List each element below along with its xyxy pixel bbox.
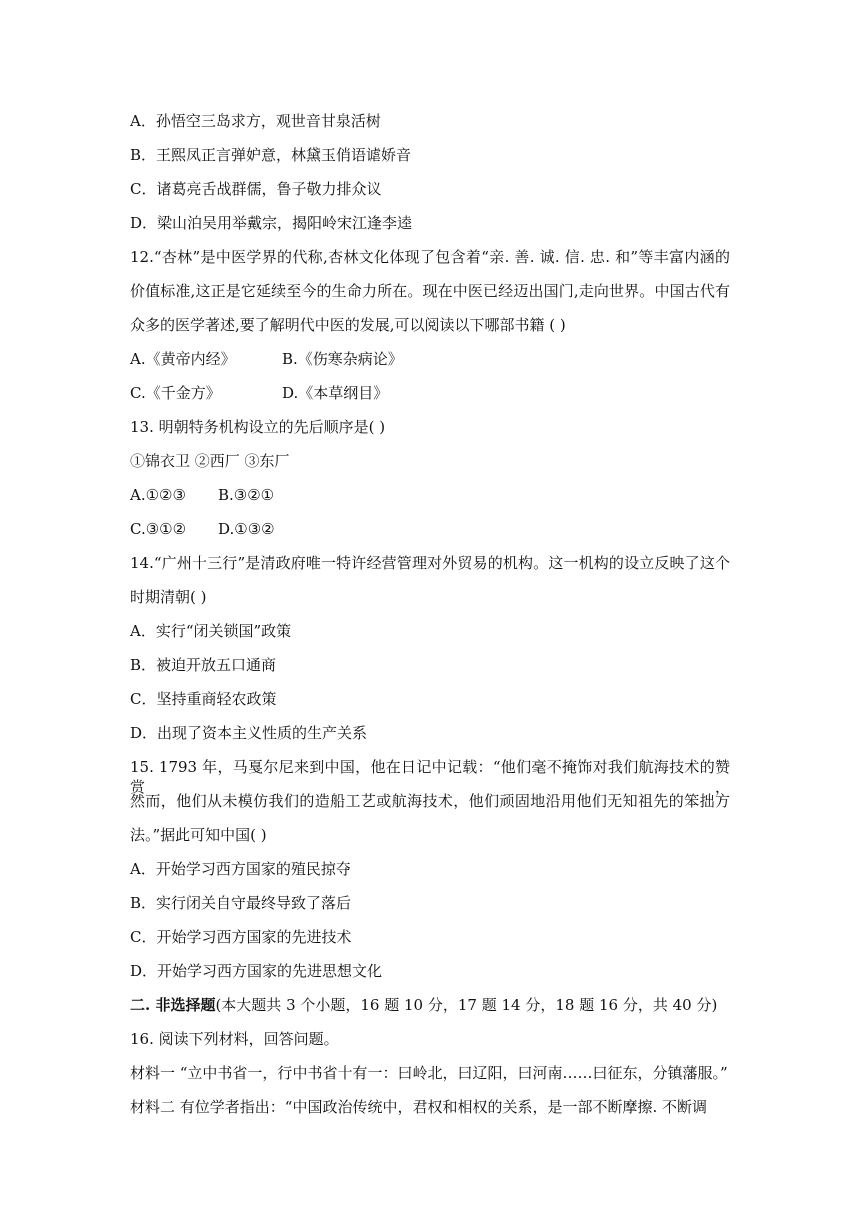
- q15-stem-line-3: 法。”据此可知中国( ): [130, 826, 267, 844]
- q14-stem: [130, 553, 730, 621]
- q12-option-a: A.《黄帝内经》: [130, 350, 236, 368]
- q11-option-d: D．梁山泊吴用举戴宗，揭阳岭宋江逢李逵: [130, 214, 413, 232]
- q13-option-d: D.①③②: [218, 520, 275, 538]
- q14-stem-line-1: 14.“广州十三行”是清政府唯一特许经营管理对外贸易的机构。这一机构的设立反映了这个: [130, 554, 730, 572]
- q12-stem-line-2: 价值标准,这正是它延续至今的生命力所在。现在中医已经迈出国门,走向世界。中国古代有: [130, 282, 730, 300]
- q12-option-d: D.《本草纲目》: [282, 384, 389, 402]
- q16-stem: 16. 阅读下列材料，回答问题。: [130, 1030, 339, 1048]
- q16-material-2: 材料二 有位学者指出：“中国政治传统中，君权和相权的关系，是一部不断摩擦. 不断调: [130, 1098, 707, 1116]
- q13-stem: 13. 明朝特务机构设立的先后顺序是( ): [130, 418, 386, 436]
- q12-stem-line-1: 12.“杏林”是中医学界的代称,杏林文化体现了包含着“亲. 善. 诚. 信. 忠. 和”等丰富内涵的: [130, 248, 730, 266]
- section-2-title: 二. 非选择题: [130, 996, 216, 1014]
- q13-options-row-1: [130, 485, 274, 505]
- q13-option-b: B.③②①: [218, 486, 275, 504]
- q15-option-c: C．开始学习西方国家的先进技术: [130, 928, 352, 946]
- q15-stem-line-1: 15. 1793 年，马戛尔尼来到中国，他在日记中记载：“他们毫不掩饰对我们航海技术的赞赏，: [130, 758, 730, 796]
- q15-stem: [130, 757, 730, 859]
- q12-options-row-1: [130, 349, 403, 369]
- q12-stem: [130, 247, 730, 349]
- q14-option-a: A．实行“闭关锁国”政策: [130, 622, 292, 640]
- q12-stem-line-3: 众多的医学著述,要了解明代中医的发展,可以阅读以下哪部书籍 ( ): [130, 316, 566, 334]
- section-2-heading: [130, 995, 717, 1015]
- q15-option-d: D．开始学习西方国家的先进思想文化: [130, 962, 383, 980]
- q11-option-a: A．孙悟空三岛求方，观世音甘泉活树: [130, 112, 381, 130]
- q11-option-b: B．王熙凤正言弹妒意，林黛玉俏语谑娇音: [130, 146, 412, 164]
- q13-options-row-2: [130, 519, 275, 539]
- q12-option-c: C.《千金方》: [130, 384, 221, 402]
- q15-option-a: A．开始学习西方国家的殖民掠夺: [130, 860, 351, 878]
- q14-option-d: D．出现了资本主义性质的生产关系: [130, 724, 368, 742]
- section-2-note: (本大题共 3 个小题，16 题 10 分，17 题 14 分，18 题 16 分，共 40 分): [215, 996, 718, 1014]
- q14-stem-line-2: 时期清朝( ): [130, 588, 207, 606]
- q14-option-b: B．被迫开放五口通商: [130, 656, 277, 674]
- q13-option-c: C.③①②: [130, 520, 187, 538]
- q14-option-c: C．坚持重商轻农政策: [130, 690, 277, 708]
- q11-option-c: C．诸葛亮舌战群儒，鲁子敬力排众议: [130, 180, 382, 198]
- q13-option-a: A.①②③: [130, 486, 186, 504]
- q15-option-b: B．实行闭关自守最终导致了落后: [130, 894, 352, 912]
- q12-options-row-2: [130, 383, 388, 403]
- q13-items: ①锦衣卫 ②西厂 ③东厂: [130, 452, 290, 470]
- q12-option-b: B.《伤寒杂病论》: [282, 350, 403, 368]
- q16-material-1: 材料一 “立中书省一，行中书省十有一：曰岭北，曰辽阳，曰河南……曰征东，分镇藩服。”: [130, 1064, 728, 1082]
- q15-stem-line-2: 然而，他们从未模仿我们的造船工艺或航海技术，他们顽固地沿用他们无知祖先的笨拙方: [130, 792, 730, 810]
